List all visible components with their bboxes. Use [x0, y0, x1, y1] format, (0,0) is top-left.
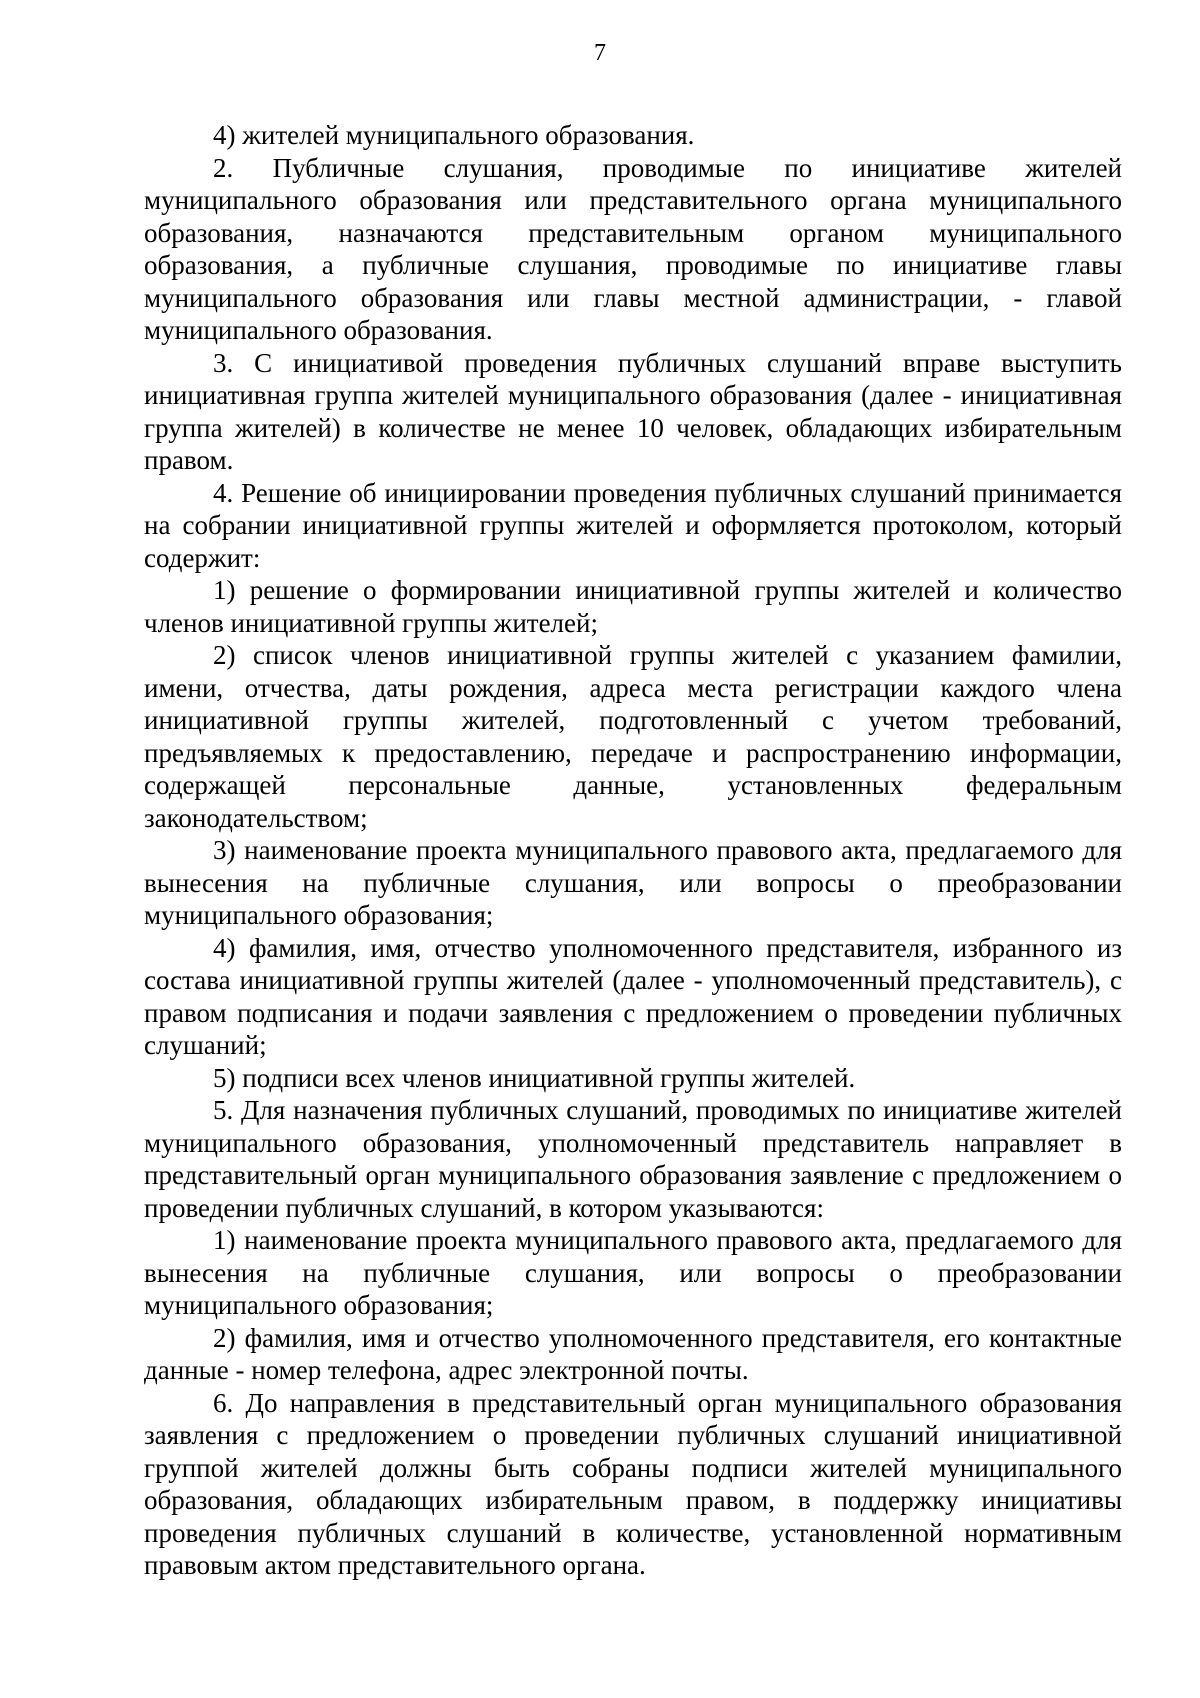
list-item-4-representative: 4) фамилия, имя, отчество уполномоченного представителя, избранного из состава инициативной группы жителей (далее - уполномоченный представитель), с правом подписания и подачи заявления с предложением о проведении публичных слушаний;: [144, 932, 1122, 1060]
list-item-1-formation: 1) решение о формировании инициативной группы жителей и количество членов инициативной группы жителей;: [144, 575, 1122, 638]
list-item-2-contact-data: 2) фамилия, имя и отчество уполномоченного представителя, его контактные данные - номер телефона, адрес электронной почты.: [144, 1322, 1122, 1385]
list-item-1-project-name: 1) наименование проекта муниципального правового акта, предлагаемого для вынесения на публичные слушания, или вопросы о преобразовании муниципального образования;: [144, 1225, 1122, 1320]
paragraph-3-initiative-group: 3. С инициативой проведения публичных слушаний вправе выступить инициативная группа жителей муниципального образования (далее - инициативная группа жителей) в количестве не менее 10 человек, обладающих избирательным правом.: [144, 347, 1122, 475]
paragraph-item-4-residents: 4) жителей муниципального образования.: [213, 120, 695, 150]
paragraph-6-signature-collection: 6. До направления в представительный орган муниципального образования заявления с предложением о проведении публичных слушаний инициативной группой жителей должны быть собраны подписи жителей муниципального образования, обладающих избирательным правом, в поддержку инициативы проведения публичных слушаний в количестве, установленной нормативным правовым актом представительного органа.: [144, 1387, 1122, 1580]
document-body: [144, 119, 1122, 1582]
paragraph-2-appointment: 2. Публичные слушания, проводимые по инициативе жителей муниципального образования или представительного органа муниципального образования, назначаются представительным органом муниципального образования, а публичные слушания, проводимые по инициативе главы муниципального образования или главы местной администрации, - главой муниципального образования.: [144, 152, 1122, 345]
list-item-3-project-name: 3) наименование проекта муниципального правового акта, предлагаемого для вынесения на публичные слушания, или вопросы о преобразовании муниципального образования;: [144, 835, 1122, 930]
page-number: 7: [594, 40, 606, 66]
paragraph-4-decision: 4. Решение об инициировании проведения публичных слушаний принимается на собрании инициативной группы жителей и оформляется протоколом, который содержит:: [144, 477, 1122, 573]
list-item-5-signatures: 5) подписи всех членов инициативной группы жителей.: [213, 1062, 856, 1093]
list-item-2-members: 2) список членов инициативной группы жителей с указанием фамилии, имени, отчества, даты рождения, адреса места регистрации каждого члена инициативной группы жителей, подготовленный с учетом требований, предъявляемых к предоставлению, передаче и распространению информации, содержащей персональные данные, установленных федеральным законодательством;: [144, 640, 1122, 833]
paragraph-5-application: 5. Для назначения публичных слушаний, проводимых по инициативе жителей муниципального образования, уполномоченный представитель направляет в представительный орган муниципального образования заявление с предложением о проведении публичных слушаний, в котором указываются:: [144, 1095, 1122, 1223]
